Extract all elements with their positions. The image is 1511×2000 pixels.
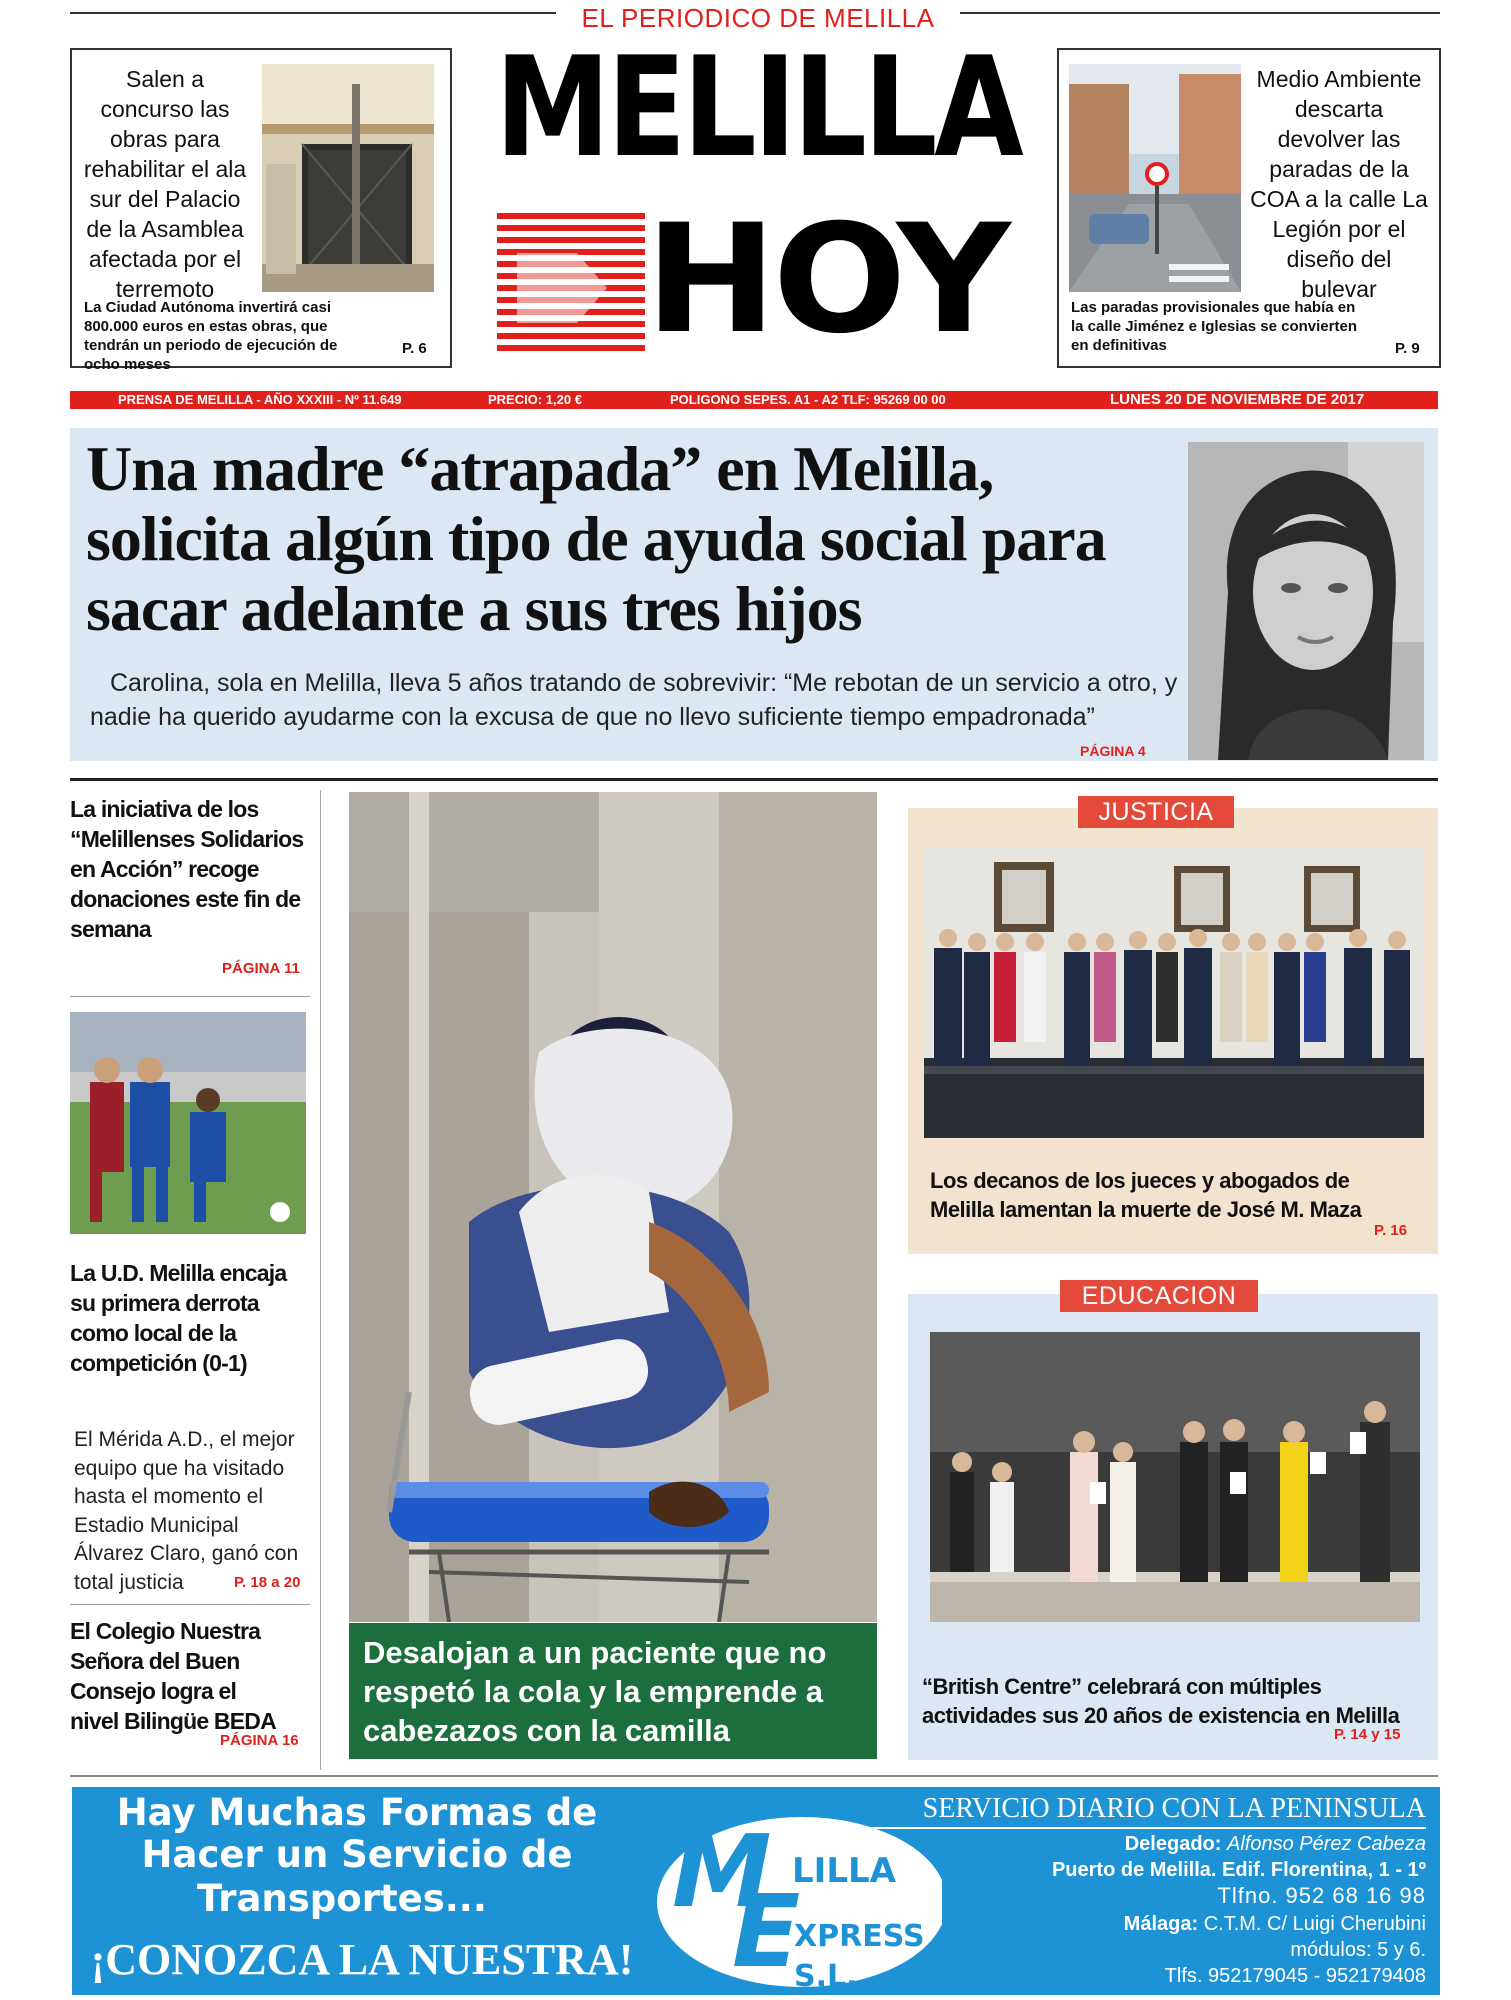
ad-delegado — [866, 1831, 1426, 1857]
justicia-box[interactable] — [908, 798, 1438, 1254]
lead-page: PÁGINA 4 — [1080, 743, 1146, 759]
colegio-title[interactable]: El Colegio Nuestra Señora del Buen Consejo logra el nivel Bilingüe BEDA — [70, 1618, 276, 1734]
ad-line-2: Hacer un Servicio de — [141, 1833, 573, 1876]
ad-phone: Tlfno. 952 68 16 98 — [1217, 1883, 1426, 1908]
melilla-express-ad[interactable] — [72, 1787, 1440, 1995]
teaser-left-title: Salen a concurso las obras para rehabilitar el ala sur del Palacio de la Asamblea afectada por el terremoto — [83, 66, 247, 302]
ad-logo-lilla: LILLA — [792, 1851, 896, 1891]
palacio-photo — [262, 64, 434, 292]
colegio-page: PÁGINA 16 — [220, 1732, 299, 1749]
teaser-right[interactable] — [1057, 48, 1441, 368]
teaser-right-page: P. 9 — [1395, 340, 1420, 357]
ud-melilla-title[interactable]: La U.D. Melilla encaja su primera derrota como local de la competición (0-1) — [70, 1260, 287, 1376]
top-rule-left — [70, 12, 556, 14]
teaser-left-page: P. 6 — [402, 340, 427, 357]
left-divider-2 — [70, 1604, 310, 1605]
left-divider-1 — [70, 996, 310, 997]
educacion-caption: “British Centre” celebrará con múltiples actividades sus 20 años de existencia en Melilla — [922, 1674, 1400, 1728]
left-vertical-rule — [320, 790, 321, 1770]
justicia-caption: Los decanos de los jueces y abogados de Melilla lamentan la muerte de José M. Maza — [930, 1168, 1362, 1222]
teaser-right-title: Medio Ambiente descarta devolver las paradas de la COA a la calle La Legión por el diseño del bulevar — [1250, 66, 1428, 302]
ad-phones-malaga: Tlfs. 952179045 - 952179408 — [1164, 1965, 1426, 1987]
newspaper-kicker: EL PERIODICO DE MELILLA — [581, 3, 935, 33]
solidarios-page: PÁGINA 11 — [222, 960, 300, 977]
masthead-hoy: HOY — [645, 193, 1007, 367]
info-bar — [70, 391, 1438, 409]
ad-line-4: ¡CONOZCA LA NUESTRA! — [90, 1935, 634, 1984]
educacion-page: P. 14 y 15 — [1334, 1726, 1401, 1743]
bottom-rule — [70, 1775, 1438, 1777]
educacion-box[interactable] — [908, 1282, 1438, 1760]
masthead-melilla: MELILLA — [495, 27, 1021, 188]
lead-bottom-rule — [70, 778, 1438, 781]
justicia-section-label: JUSTICIA — [1078, 796, 1234, 828]
ad-logo-e: E — [732, 1873, 801, 1990]
ad-line-3: Transportes... — [197, 1877, 487, 1920]
teaser-left-subtitle: La Ciudad Autónoma invertirá casi 800.000 euros en estas obras, que tendrán un periodo de ejecución de ocho meses — [84, 299, 338, 373]
teaser-left[interactable] — [70, 48, 452, 373]
masthead-stripes — [497, 213, 645, 355]
justicia-page: P. 16 — [1374, 1222, 1408, 1239]
lead-summary: Carolina, sola en Melilla, lleva 5 años tratando de sobrevivir: “Me rebotan de un servicio a otro, y nadie ha querido ayudarme con la excusa de que no llevo suficiente tiempo empadronada” — [90, 669, 1178, 731]
paradas-photo — [1069, 64, 1241, 292]
educacion-section-label: EDUCACION — [1060, 1280, 1258, 1312]
ad-modulos: módulos: 5 y 6. — [1290, 1939, 1426, 1961]
ad-line-1: Hay Muchas Formas de — [116, 1791, 598, 1834]
info-direccion: POLIGONO SEPES. A1 - A2 TLF: 95269 00 00 — [670, 392, 946, 407]
ud-melilla-body: El Mérida A.D., el mejor equipo que ha visitado hasta el momento el Estadio Municipal Álvarez Claro, ganó con total justicia — [74, 1428, 299, 1594]
hospital-photo — [349, 792, 877, 1622]
ad-service-title: SERVICIO DIARIO CON LA PENINSULA — [866, 1793, 1426, 1829]
info-fecha: LUNES 20 DE NOVIEMBRE DE 2017 — [1110, 391, 1365, 408]
teaser-right-subtitle: Las paradas provisionales que había en la calle Jiménez e Iglesias se convierten en definitivas — [1071, 299, 1357, 354]
carolina-portrait — [1188, 442, 1424, 760]
ad-address: Puerto de Melilla. Edif. Florentina, 1 - 1º — [1051, 1859, 1426, 1881]
lead-headline: Una madre “atrapada” en Melilla, solicita algún tipo de ayuda social para sacar adelante a sus tres hijos — [86, 433, 1106, 644]
british-centre-photo — [930, 1332, 1420, 1622]
ud-melilla-page: P. 18 a 20 — [234, 1574, 301, 1591]
top-rule-right — [960, 12, 1440, 14]
ad-logo-express: XPRESS S.L. — [794, 1919, 925, 1994]
ad-logo-m: M — [672, 1813, 772, 1930]
ad-malaga-label: Málaga: — [1123, 1913, 1199, 1935]
info-precio: PRECIO: 1,20 € — [488, 392, 582, 407]
lead-story[interactable] — [70, 428, 1438, 761]
ad-delegado-value: Alfonso Pérez Cabeza — [1226, 1833, 1426, 1855]
info-prensa: PRENSA DE MELILLA - AÑO XXXIII - Nº 11.649 — [118, 392, 402, 407]
ad-malaga-value: C.T.M. C/ Luigi Cherubini — [1203, 1913, 1426, 1935]
decanos-photo — [924, 848, 1424, 1138]
ad-malaga — [866, 1911, 1426, 1937]
hospital-caption[interactable]: Desalojan a un paciente que no respetó la cola y la emprende a cabezazos con la camilla — [349, 1623, 877, 1759]
ad-delegado-label: Delegado: — [1124, 1833, 1222, 1855]
solidarios-title[interactable]: La iniciativa de los “Melillenses Solidarios en Acción” recoge donaciones este fin de semana — [70, 796, 304, 942]
football-photo — [70, 1012, 306, 1234]
